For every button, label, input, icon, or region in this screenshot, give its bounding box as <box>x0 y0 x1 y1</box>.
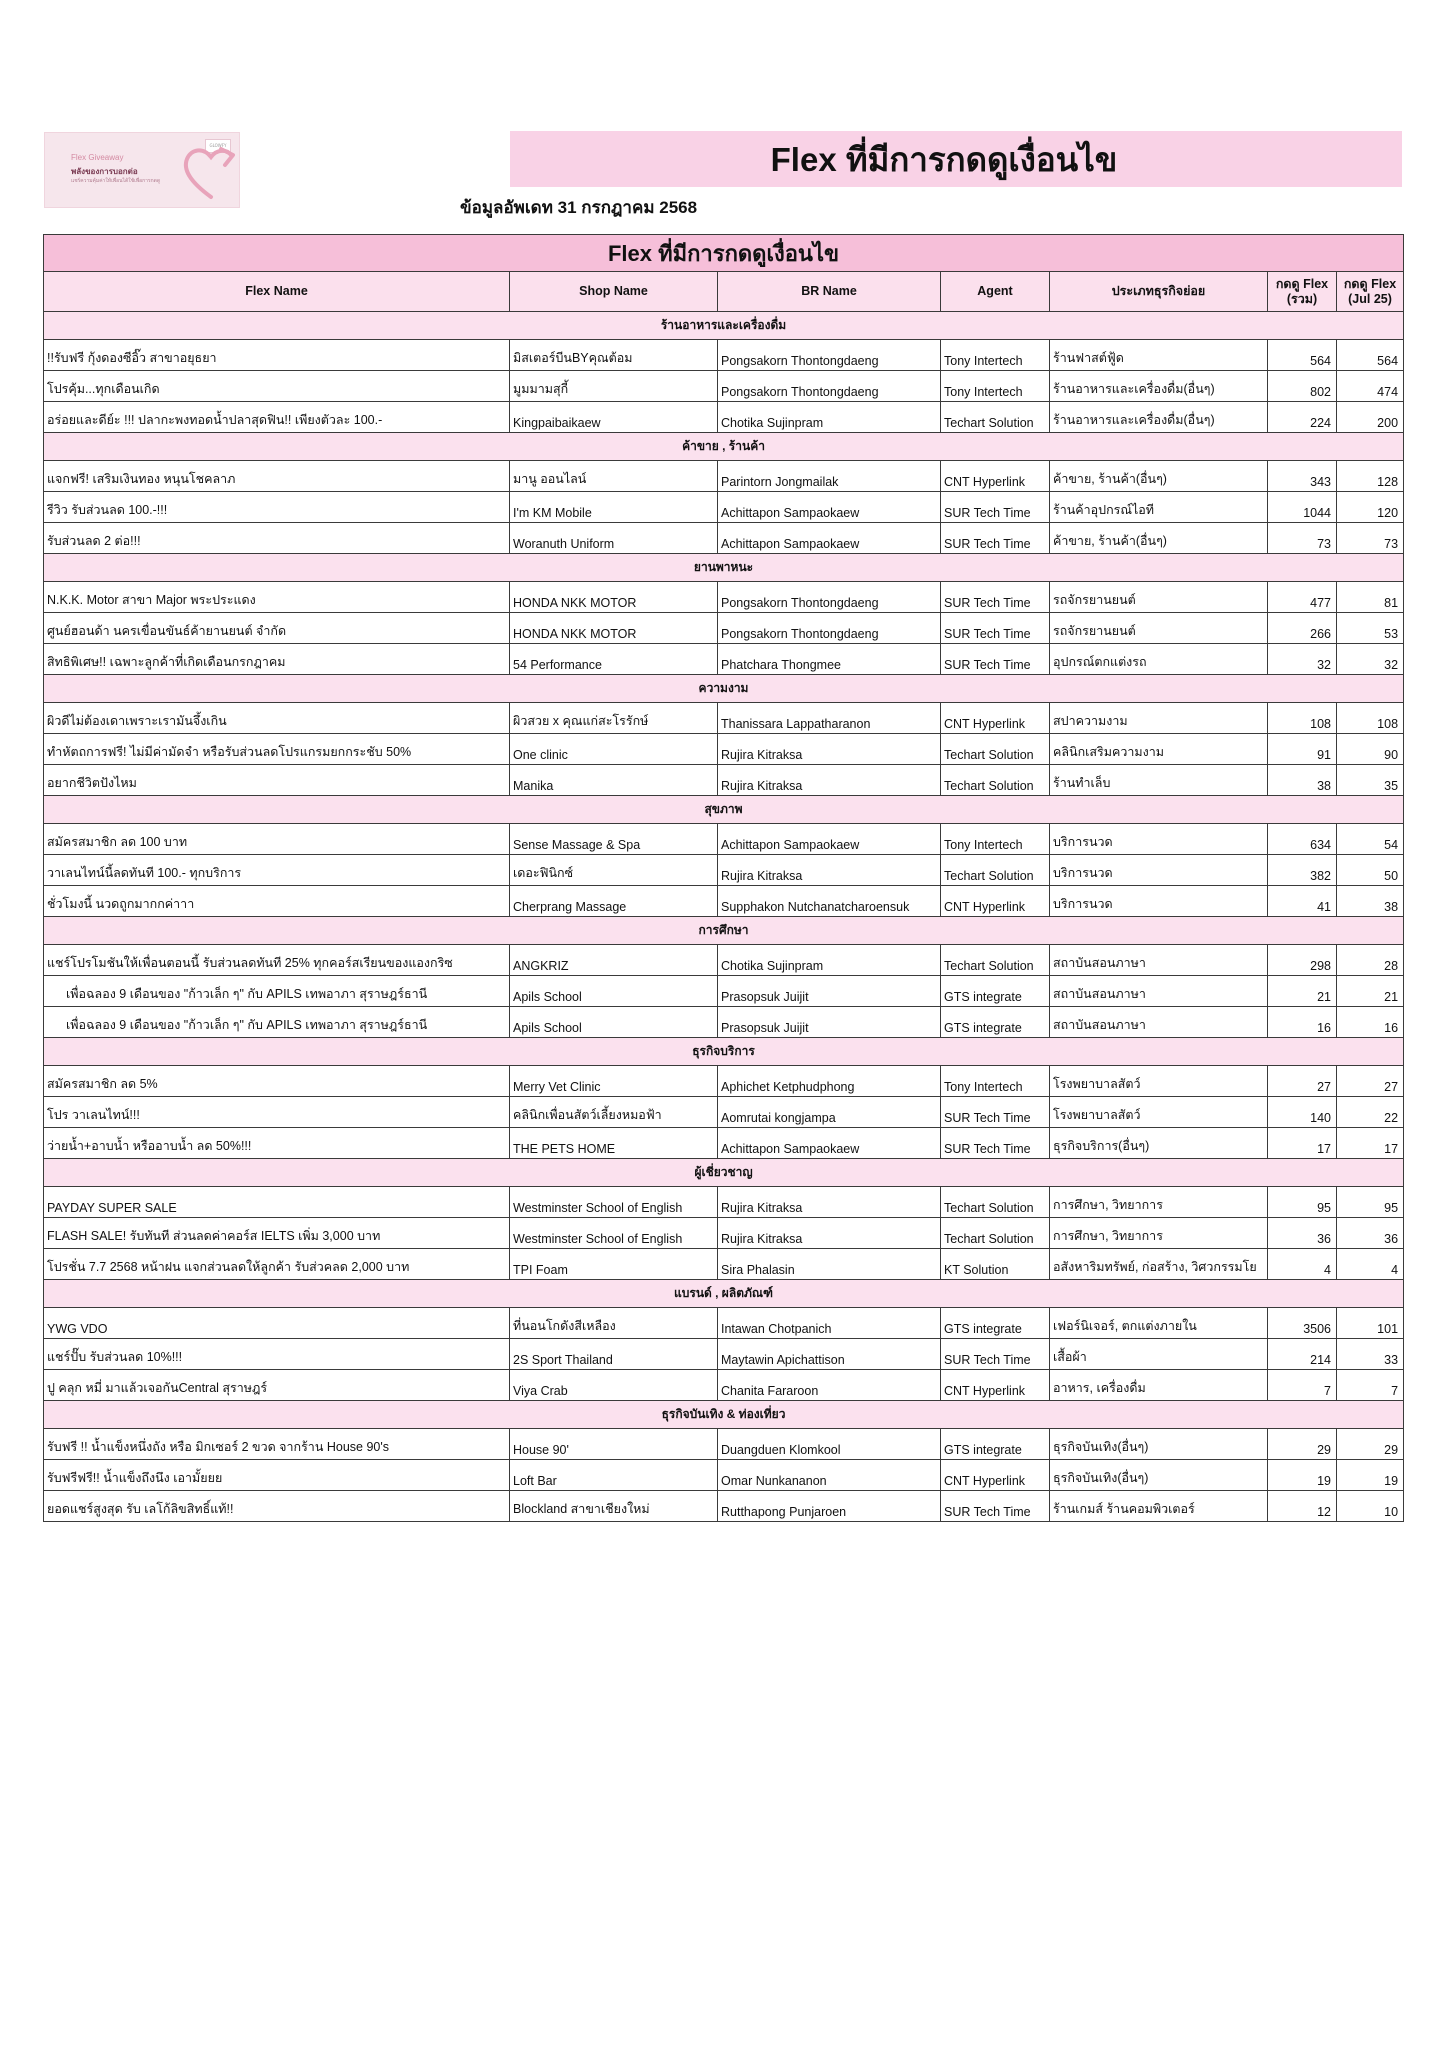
views-total-cell: 29 <box>1268 1429 1337 1460</box>
table-row <box>44 1066 1404 1097</box>
agent-cell: GTS integrate <box>941 1308 1050 1339</box>
table-row <box>44 461 1404 492</box>
flex-name-cell: โปรชั่น 7.7 2568 หน้าฝน แจกส่วนลดให้ลูกค้า รับส่วคลด 2,000 บาท <box>44 1249 510 1280</box>
agent-cell: Techart Solution <box>941 765 1050 796</box>
views-total-cell: 38 <box>1268 765 1337 796</box>
biz-type-cell: เฟอร์นิเจอร์, ตกแต่งภายใน <box>1050 1308 1268 1339</box>
agent-cell: CNT Hyperlink <box>941 1370 1050 1401</box>
views-jul-cell: 36 <box>1337 1218 1404 1249</box>
shop-name-cell: 54 Performance <box>510 644 718 675</box>
biz-type-cell: ค้าขาย, ร้านค้า(อื่นๆ) <box>1050 461 1268 492</box>
views-total-cell: 12 <box>1268 1491 1337 1522</box>
col-header-views-total: กดดู Flex (รวม) <box>1268 272 1337 312</box>
table-row <box>44 945 1404 976</box>
br-name-cell: Chotika Sujinpram <box>718 945 941 976</box>
biz-type-cell: ร้านเกมส์ ร้านคอมพิวเตอร์ <box>1050 1491 1268 1522</box>
views-total-cell: 634 <box>1268 824 1337 855</box>
views-jul-cell: 33 <box>1337 1339 1404 1370</box>
category-row <box>44 796 1404 824</box>
br-name-cell: Intawan Chotpanich <box>718 1308 941 1339</box>
flex-name-cell: วาเลนไทน์นี้ลดทันที 100.- ทุกบริการ <box>44 855 510 886</box>
flex-name-cell: สมัครสมาชิก ลด 5% <box>44 1066 510 1097</box>
views-total-cell: 7 <box>1268 1370 1337 1401</box>
br-name-cell: Rujira Kitraksa <box>718 1187 941 1218</box>
shop-name-cell: TPI Foam <box>510 1249 718 1280</box>
views-total-cell: 3506 <box>1268 1308 1337 1339</box>
table-body <box>44 312 1404 1522</box>
views-jul-cell: 50 <box>1337 855 1404 886</box>
flex-name-cell: ชั่วโมงนี้ นวดถูกมากกค่าาา <box>44 886 510 917</box>
category-label: ค้าขาย , ร้านค้า <box>44 433 1404 461</box>
flex-name-cell: ปู คลุก หมี่ มาแล้วเจอกันCentral สุราษฎร์ <box>44 1370 510 1401</box>
agent-cell: GTS integrate <box>941 976 1050 1007</box>
shop-name-cell: Westminster School of English <box>510 1218 718 1249</box>
views-jul-cell: 564 <box>1337 340 1404 371</box>
agent-cell: CNT Hyperlink <box>941 703 1050 734</box>
br-name-cell: Prasopsuk Juijit <box>718 976 941 1007</box>
br-name-cell: Rutthapong Punjaroen <box>718 1491 941 1522</box>
col-header-flex-name: Flex Name <box>44 272 510 312</box>
biz-type-cell: ธุรกิจบันเทิง(อื่นๆ) <box>1050 1460 1268 1491</box>
br-name-cell: Thanissara Lappatharanon <box>718 703 941 734</box>
category-row <box>44 1280 1404 1308</box>
category-row <box>44 1159 1404 1187</box>
views-total-cell: 343 <box>1268 461 1337 492</box>
heart-share-icon <box>181 139 240 205</box>
biz-type-cell: อสังหาริมทรัพย์, ก่อสร้าง, วิศวกรรมโย <box>1050 1249 1268 1280</box>
br-name-cell: Chotika Sujinpram <box>718 402 941 433</box>
br-name-cell: Achittapon Sampaokaew <box>718 523 941 554</box>
flex-name-cell: โปร วาเลนไทน์!!! <box>44 1097 510 1128</box>
views-total-cell: 16 <box>1268 1007 1337 1038</box>
agent-cell: Tony Intertech <box>941 340 1050 371</box>
br-name-cell: Supphakon Nutchanatcharoensuk <box>718 886 941 917</box>
update-date: ข้อมูลอัพเดท 31 กรกฎาคม 2568 <box>460 198 698 217</box>
flex-name-cell: ว่ายน้ำ+อาบน้ำ หรืออาบน้ำ ลด 50%!!! <box>44 1128 510 1159</box>
table-row <box>44 613 1404 644</box>
biz-type-cell: เสื้อผ้า <box>1050 1339 1268 1370</box>
flex-name-cell: เพื่อฉลอง 9 เดือนของ "ก้าวเล็ก ๆ" กับ APILS เทพอาภา สุราษฎร์ธานี <box>44 1007 510 1038</box>
shop-name-cell: Viya Crab <box>510 1370 718 1401</box>
biz-type-cell: ร้านอาหารและเครื่องดื่ม(อื่นๆ) <box>1050 402 1268 433</box>
shop-name-cell: เดอะฟินิกซ์ <box>510 855 718 886</box>
views-total-cell: 41 <box>1268 886 1337 917</box>
biz-type-cell: ร้านค้าอุปกรณ์ไอที <box>1050 492 1268 523</box>
biz-type-cell: สถาบันสอนภาษา <box>1050 945 1268 976</box>
category-label: ยานพาหนะ <box>44 554 1404 582</box>
table-row <box>44 1187 1404 1218</box>
views-jul-cell: 38 <box>1337 886 1404 917</box>
category-label: ธุรกิจบริการ <box>44 1038 1404 1066</box>
br-name-cell: Pongsakorn Thontongdaeng <box>718 613 941 644</box>
views-total-cell: 27 <box>1268 1066 1337 1097</box>
flex-name-cell: อร่อยและดีย์ะ !!! ปลากะพงทอดน้ำปลาสุดฟิน!! เพียงตัวละ 100.- <box>44 402 510 433</box>
flex-name-cell: รับฟรี !! น้ำแข็งหนึ่งถัง หรือ มิกเซอร์ 2 ขวด จากร้าน House 90's <box>44 1429 510 1460</box>
views-jul-cell: 16 <box>1337 1007 1404 1038</box>
category-row <box>44 554 1404 582</box>
biz-type-cell: รถจักรยานยนต์ <box>1050 613 1268 644</box>
shop-name-cell: Loft Bar <box>510 1460 718 1491</box>
br-name-cell: Parintorn Jongmailak <box>718 461 941 492</box>
agent-cell: SUR Tech Time <box>941 644 1050 675</box>
biz-type-cell: การศึกษา, วิทยาการ <box>1050 1218 1268 1249</box>
flex-name-cell: ผิวดีไม่ต้องเดาเพราะเรามันจึ้งเกิน <box>44 703 510 734</box>
views-total-cell: 266 <box>1268 613 1337 644</box>
logo-badge: GLOWFY <box>205 139 231 153</box>
shop-name-cell: Sense Massage & Spa <box>510 824 718 855</box>
shop-name-cell: Cherprang Massage <box>510 886 718 917</box>
table-row <box>44 492 1404 523</box>
flex-name-cell: ยอดแชร์สูงสุด รับ เลโก้ลิขสิทธิ์แท้!! <box>44 1491 510 1522</box>
category-row <box>44 917 1404 945</box>
col-header-shop-name: Shop Name <box>510 272 718 312</box>
br-name-cell: Rujira Kitraksa <box>718 855 941 886</box>
views-jul-cell: 474 <box>1337 371 1404 402</box>
views-jul-cell: 73 <box>1337 523 1404 554</box>
shop-name-cell: Apils School <box>510 1007 718 1038</box>
views-jul-cell: 19 <box>1337 1460 1404 1491</box>
flex-name-cell: !!รับฟรี กุ้งดองซีอิ๊ว สาขาอยุธยา <box>44 340 510 371</box>
category-label: สุขภาพ <box>44 796 1404 824</box>
table-row <box>44 703 1404 734</box>
biz-type-cell: อาหาร, เครื่องดื่ม <box>1050 1370 1268 1401</box>
table-row <box>44 1460 1404 1491</box>
agent-cell: CNT Hyperlink <box>941 461 1050 492</box>
table-row <box>44 1308 1404 1339</box>
col-header-biz-type: ประเภทธุรกิจย่อย <box>1050 272 1268 312</box>
agent-cell: Tony Intertech <box>941 1066 1050 1097</box>
brand-logo <box>44 132 240 208</box>
biz-type-cell: คลินิกเสริมความงาม <box>1050 734 1268 765</box>
table-row <box>44 976 1404 1007</box>
views-total-cell: 224 <box>1268 402 1337 433</box>
br-name-cell: Pongsakorn Thontongdaeng <box>718 371 941 402</box>
agent-cell: SUR Tech Time <box>941 582 1050 613</box>
flex-table <box>43 234 1404 1522</box>
agent-cell: Techart Solution <box>941 734 1050 765</box>
shop-name-cell: Woranuth Uniform <box>510 523 718 554</box>
agent-cell: Techart Solution <box>941 402 1050 433</box>
table-row <box>44 371 1404 402</box>
table-row <box>44 1128 1404 1159</box>
views-jul-cell: 54 <box>1337 824 1404 855</box>
agent-cell: Techart Solution <box>941 945 1050 976</box>
table-row <box>44 824 1404 855</box>
table-row <box>44 1429 1404 1460</box>
shop-name-cell: ที่นอนโกดังสีเหลือง <box>510 1308 718 1339</box>
shop-name-cell: Manika <box>510 765 718 796</box>
views-jul-cell: 35 <box>1337 765 1404 796</box>
agent-cell: SUR Tech Time <box>941 523 1050 554</box>
category-row <box>44 433 1404 461</box>
views-total-cell: 140 <box>1268 1097 1337 1128</box>
shop-name-cell: 2S Sport Thailand <box>510 1339 718 1370</box>
flex-name-cell: PAYDAY SUPER SALE <box>44 1187 510 1218</box>
views-jul-cell: 200 <box>1337 402 1404 433</box>
category-row <box>44 1038 1404 1066</box>
views-jul-cell: 95 <box>1337 1187 1404 1218</box>
biz-type-cell: รถจักรยานยนต์ <box>1050 582 1268 613</box>
views-total-cell: 32 <box>1268 644 1337 675</box>
table-row <box>44 1491 1404 1522</box>
views-jul-cell: 22 <box>1337 1097 1404 1128</box>
views-total-cell: 21 <box>1268 976 1337 1007</box>
views-jul-cell: 28 <box>1337 945 1404 976</box>
table-row <box>44 1370 1404 1401</box>
table-row <box>44 582 1404 613</box>
agent-cell: GTS integrate <box>941 1007 1050 1038</box>
views-jul-cell: 108 <box>1337 703 1404 734</box>
shop-name-cell: ANGKRIZ <box>510 945 718 976</box>
views-total-cell: 802 <box>1268 371 1337 402</box>
shop-name-cell: Blockland สาขาเชียงใหม่ <box>510 1491 718 1522</box>
br-name-cell: Chanita Fararoon <box>718 1370 941 1401</box>
flex-name-cell: สิทธิพิเศษ!! เฉพาะลูกค้าที่เกิดเดือนกรกฎาคม <box>44 644 510 675</box>
agent-cell: SUR Tech Time <box>941 1339 1050 1370</box>
table-row <box>44 340 1404 371</box>
biz-type-cell: ธุรกิจบันเทิง(อื่นๆ) <box>1050 1429 1268 1460</box>
agent-cell: Tony Intertech <box>941 824 1050 855</box>
br-name-cell: Aomrutai kongjampa <box>718 1097 941 1128</box>
biz-type-cell: สถาบันสอนภาษา <box>1050 1007 1268 1038</box>
br-name-cell: Omar Nunkananon <box>718 1460 941 1491</box>
flex-name-cell: รับส่วนลด 2 ต่อ!!! <box>44 523 510 554</box>
shop-name-cell: Westminster School of English <box>510 1187 718 1218</box>
shop-name-cell: Apils School <box>510 976 718 1007</box>
views-total-cell: 17 <box>1268 1128 1337 1159</box>
flex-name-cell: ทำหัตถการฟรี! ไม่มีค่ามัดจำ หรือรับส่วนลดโปรแกรมยกกระชับ 50% <box>44 734 510 765</box>
biz-type-cell: บริการนวด <box>1050 824 1268 855</box>
views-total-cell: 382 <box>1268 855 1337 886</box>
biz-type-cell: บริการนวด <box>1050 886 1268 917</box>
views-jul-cell: 27 <box>1337 1066 1404 1097</box>
flex-name-cell: YWG VDO <box>44 1308 510 1339</box>
table-row <box>44 765 1404 796</box>
shop-name-cell: มูมมามสุกี้ <box>510 371 718 402</box>
agent-cell: SUR Tech Time <box>941 1491 1050 1522</box>
category-row <box>44 675 1404 703</box>
category-label: ความงาม <box>44 675 1404 703</box>
flex-name-cell: สมัครสมาชิก ลด 100 บาท <box>44 824 510 855</box>
agent-cell: CNT Hyperlink <box>941 886 1050 917</box>
agent-cell: SUR Tech Time <box>941 613 1050 644</box>
views-total-cell: 19 <box>1268 1460 1337 1491</box>
br-name-cell: Prasopsuk Juijit <box>718 1007 941 1038</box>
shop-name-cell: ผิวสวย x คุณแก่สะโรรักษ์ <box>510 703 718 734</box>
br-name-cell: Pongsakorn Thontongdaeng <box>718 340 941 371</box>
flex-name-cell: N.K.K. Motor สาขา Major พระประแดง <box>44 582 510 613</box>
flex-name-cell: แชร์ปั๊บ รับส่วนลด 10%!!! <box>44 1339 510 1370</box>
table-row <box>44 1007 1404 1038</box>
agent-cell: Tony Intertech <box>941 371 1050 402</box>
agent-cell: Techart Solution <box>941 1218 1050 1249</box>
table-row <box>44 1097 1404 1128</box>
views-jul-cell: 21 <box>1337 976 1404 1007</box>
category-label: แบรนด์ , ผลิตภัณฑ์ <box>44 1280 1404 1308</box>
views-total-cell: 108 <box>1268 703 1337 734</box>
agent-cell: SUR Tech Time <box>941 492 1050 523</box>
biz-type-cell: สปาความงาม <box>1050 703 1268 734</box>
biz-type-cell: อุปกรณ์ตกแต่งรถ <box>1050 644 1268 675</box>
col-header-views-jul: กดดู Flex (Jul 25) <box>1337 272 1404 312</box>
views-total-cell: 564 <box>1268 340 1337 371</box>
br-name-cell: Pongsakorn Thontongdaeng <box>718 582 941 613</box>
flex-name-cell: เพื่อฉลอง 9 เดือนของ "ก้าวเล็ก ๆ" กับ APILS เทพอาภา สุราษฎร์ธานี <box>44 976 510 1007</box>
page-title <box>510 131 1402 187</box>
flex-name-cell: โปรคุ้ม...ทุกเดือนเกิด <box>44 371 510 402</box>
agent-cell: KT Solution <box>941 1249 1050 1280</box>
col-header-br-name: BR Name <box>718 272 941 312</box>
views-total-cell: 298 <box>1268 945 1337 976</box>
category-label: ธุรกิจบันเทิง & ท่องเที่ยว <box>44 1401 1404 1429</box>
views-total-cell: 36 <box>1268 1218 1337 1249</box>
views-total-cell: 214 <box>1268 1339 1337 1370</box>
br-name-cell: Duangduen Klomkool <box>718 1429 941 1460</box>
col-header-agent: Agent <box>941 272 1050 312</box>
table-row <box>44 644 1404 675</box>
logo-subtitle: แชร์ความคุ้มค่าให้เพื่อนได้ใช้เพื่อการกดดู <box>71 178 161 184</box>
views-jul-cell: 120 <box>1337 492 1404 523</box>
shop-name-cell: Kingpaibaikaew <box>510 402 718 433</box>
table-row <box>44 734 1404 765</box>
category-row <box>44 1401 1404 1429</box>
views-jul-cell: 53 <box>1337 613 1404 644</box>
views-jul-cell: 81 <box>1337 582 1404 613</box>
biz-type-cell: สถาบันสอนภาษา <box>1050 976 1268 1007</box>
br-name-cell: Achittapon Sampaokaew <box>718 492 941 523</box>
agent-cell: SUR Tech Time <box>941 1128 1050 1159</box>
views-jul-cell: 17 <box>1337 1128 1404 1159</box>
views-total-cell: 73 <box>1268 523 1337 554</box>
flex-name-cell: รีวิว รับส่วนลด 100.-!!! <box>44 492 510 523</box>
views-total-cell: 1044 <box>1268 492 1337 523</box>
category-label: การศึกษา <box>44 917 1404 945</box>
biz-type-cell: ร้านอาหารและเครื่องดื่ม(อื่นๆ) <box>1050 371 1268 402</box>
views-jul-cell: 128 <box>1337 461 1404 492</box>
shop-name-cell: One clinic <box>510 734 718 765</box>
flex-name-cell: ศูนย์ฮอนด้า นครเขื่อนขันธ์ค้ายานยนต์ จำกัด <box>44 613 510 644</box>
shop-name-cell: Merry Vet Clinic <box>510 1066 718 1097</box>
biz-type-cell: ร้านฟาสต์ฟู้ด <box>1050 340 1268 371</box>
br-name-cell: Rujira Kitraksa <box>718 1218 941 1249</box>
table-row <box>44 1339 1404 1370</box>
table-row <box>44 1218 1404 1249</box>
br-name-cell: Achittapon Sampaokaew <box>718 1128 941 1159</box>
br-name-cell: Maytawin Apichattison <box>718 1339 941 1370</box>
shop-name-cell: THE PETS HOME <box>510 1128 718 1159</box>
views-jul-cell: 29 <box>1337 1429 1404 1460</box>
shop-name-cell: คลินิกเพื่อนสัตว์เลี้ยงหมอฟ้า <box>510 1097 718 1128</box>
category-label: ผู้เชี่ยวชาญ <box>44 1159 1404 1187</box>
shop-name-cell: House 90' <box>510 1429 718 1460</box>
flex-name-cell: แชร์โปรโมชันให้เพื่อนตอนนี้ รับส่วนลดทันที 25% ทุกคอร์สเรียนของแองกริซ <box>44 945 510 976</box>
shop-name-cell: มิสเตอร์บีนBYคุณต้อม <box>510 340 718 371</box>
views-jul-cell: 4 <box>1337 1249 1404 1280</box>
shop-name-cell: HONDA NKK MOTOR <box>510 613 718 644</box>
table-row <box>44 523 1404 554</box>
br-name-cell: Phatchara Thongmee <box>718 644 941 675</box>
agent-cell: SUR Tech Time <box>941 1097 1050 1128</box>
biz-type-cell: บริการนวด <box>1050 855 1268 886</box>
views-jul-cell: 32 <box>1337 644 1404 675</box>
flex-name-cell: รับฟรีฟรี!! น้ำแข็งถึงนึง เอามั้ยยย <box>44 1460 510 1491</box>
agent-cell: Techart Solution <box>941 1187 1050 1218</box>
biz-type-cell: การศึกษา, วิทยาการ <box>1050 1187 1268 1218</box>
shop-name-cell: มานู ออนไลน์ <box>510 461 718 492</box>
table-caption: Flex ที่มีการกดดูเงื่อนไข <box>44 235 1404 272</box>
category-row <box>44 312 1404 340</box>
flex-name-cell: FLASH SALE! รับทันที ส่วนลดค่าคอร์ส IELTS เพิ่ม 3,000 บาท <box>44 1218 510 1249</box>
views-total-cell: 95 <box>1268 1187 1337 1218</box>
br-name-cell: Aphichet Ketphudphong <box>718 1066 941 1097</box>
biz-type-cell: โรงพยาบาลสัตว์ <box>1050 1097 1268 1128</box>
views-jul-cell: 10 <box>1337 1491 1404 1522</box>
br-name-cell: Achittapon Sampaokaew <box>718 824 941 855</box>
table-row <box>44 1249 1404 1280</box>
views-total-cell: 4 <box>1268 1249 1337 1280</box>
table-row <box>44 886 1404 917</box>
agent-cell: Techart Solution <box>941 855 1050 886</box>
shop-name-cell: I'm KM Mobile <box>510 492 718 523</box>
views-total-cell: 91 <box>1268 734 1337 765</box>
category-label: ร้านอาหารและเครื่องดื่ม <box>44 312 1404 340</box>
logo-brand: Flex Giveaway <box>71 153 124 162</box>
br-name-cell: Sira Phalasin <box>718 1249 941 1280</box>
views-jul-cell: 7 <box>1337 1370 1404 1401</box>
page-title-text: Flex ที่มีการกดดูเงื่อนไข <box>770 140 1118 178</box>
biz-type-cell: ร้านทำเล็บ <box>1050 765 1268 796</box>
br-name-cell: Rujira Kitraksa <box>718 734 941 765</box>
biz-type-cell: ค้าขาย, ร้านค้า(อื่นๆ) <box>1050 523 1268 554</box>
flex-name-cell: อยากชีวิตปังไหม <box>44 765 510 796</box>
biz-type-cell: โรงพยาบาลสัตว์ <box>1050 1066 1268 1097</box>
table-row <box>44 402 1404 433</box>
shop-name-cell: HONDA NKK MOTOR <box>510 582 718 613</box>
flex-name-cell: แจกฟรี! เสริมเงินทอง หนุนโชคลาภ <box>44 461 510 492</box>
agent-cell: CNT Hyperlink <box>941 1460 1050 1491</box>
agent-cell: GTS integrate <box>941 1429 1050 1460</box>
br-name-cell: Rujira Kitraksa <box>718 765 941 796</box>
views-jul-cell: 90 <box>1337 734 1404 765</box>
table-row <box>44 855 1404 886</box>
views-jul-cell: 101 <box>1337 1308 1404 1339</box>
biz-type-cell: ธุรกิจบริการ(อื่นๆ) <box>1050 1128 1268 1159</box>
logo-tagline: พลังของการบอกต่อ <box>71 167 138 176</box>
views-total-cell: 477 <box>1268 582 1337 613</box>
